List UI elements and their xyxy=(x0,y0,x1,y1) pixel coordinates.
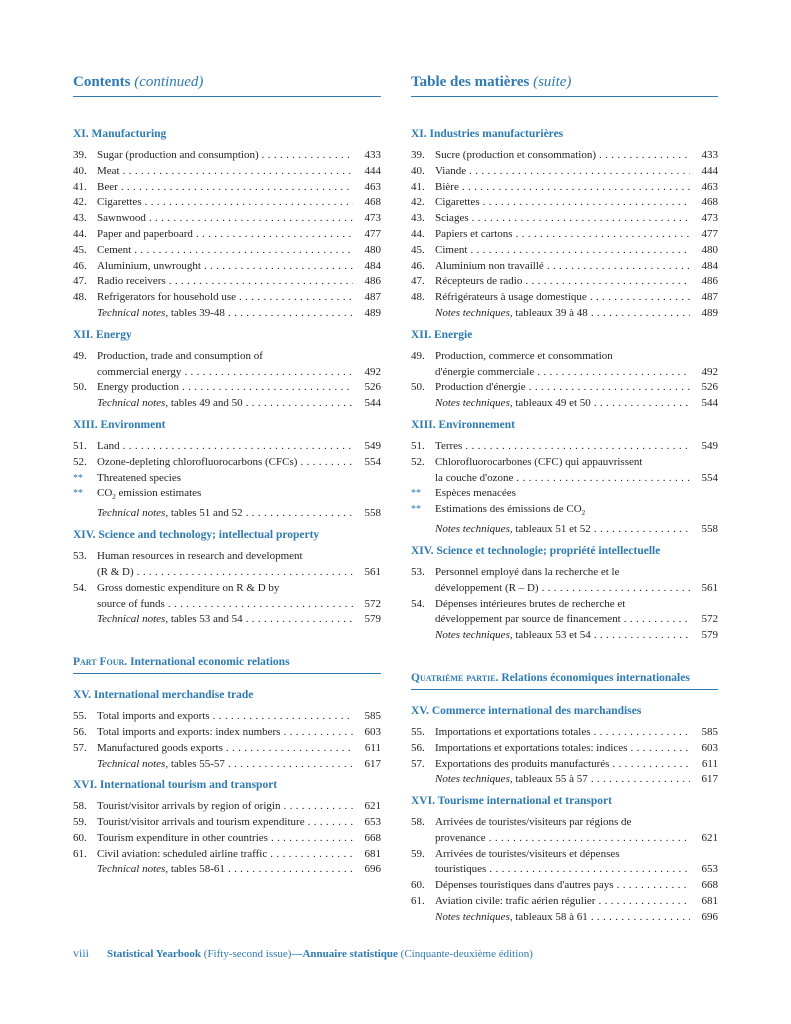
entry-title: Technical notes, tables 49 and 50 . . . xyxy=(97,396,353,412)
entry-title: Réfrigérateurs à usage domestique . . . xyxy=(435,290,690,306)
contents-title xyxy=(73,74,381,97)
toc-entry[interactable] xyxy=(411,439,718,455)
entry-page-number: 668 xyxy=(364,831,381,844)
toc-entry[interactable] xyxy=(73,211,381,227)
entry-number: 50. xyxy=(73,381,87,394)
entry-title: Cement . . . xyxy=(97,243,353,259)
entry-page-number: 473 xyxy=(364,212,381,225)
entry-number: 52. xyxy=(73,455,87,468)
entry-title: Aluminium, unwrought . . . xyxy=(97,259,353,275)
entry-number: 50. xyxy=(411,381,425,394)
contents-column-english xyxy=(73,74,381,878)
entry-title: Exportations des produits manufacturés . . . xyxy=(435,757,690,773)
entry-number: 47. xyxy=(411,275,425,288)
toc-entry[interactable] xyxy=(411,396,718,412)
entry-page-number: 480 xyxy=(364,243,381,256)
section-heading: XVI. Tourisme international et transport xyxy=(411,795,612,808)
toc-entry[interactable] xyxy=(73,815,381,831)
entry-title: Aviation civile: trafic aérien régulier . . . xyxy=(435,894,690,910)
entry-number: 45. xyxy=(73,243,87,256)
entry-title: Land . . . xyxy=(97,439,353,455)
entry-title: Espèces menacées xyxy=(435,487,516,500)
entry-page-number: 477 xyxy=(364,227,381,240)
entry-title: Cigarettes . . . xyxy=(435,195,690,211)
entry-number: 48. xyxy=(411,291,425,304)
section-list-quatrieme-partie xyxy=(411,704,718,926)
entry-number: 59. xyxy=(411,847,425,860)
toc-entry[interactable] xyxy=(73,757,381,773)
entry-page-number: 463 xyxy=(701,180,718,193)
entry-number: 40. xyxy=(73,164,87,177)
toc-entry[interactable] xyxy=(73,471,381,487)
contents-column-french xyxy=(411,74,718,926)
entry-page-number: 549 xyxy=(364,439,381,452)
entry-number: 56. xyxy=(411,741,425,754)
toc-entry[interactable] xyxy=(411,910,718,926)
toc-entry[interactable] xyxy=(411,349,718,381)
footer-issue-en: (Fifty-second issue) xyxy=(201,948,292,960)
entry-number: ** xyxy=(73,472,83,484)
entry-page-number: 579 xyxy=(364,613,381,626)
entry-title: Technical notes, tables 39-48 . . . xyxy=(97,306,353,322)
toc-entry[interactable] xyxy=(73,396,381,412)
toc-entry[interactable] xyxy=(73,274,381,290)
entry-number: 49. xyxy=(411,349,425,362)
toc-entry[interactable] xyxy=(411,565,718,597)
toc-entry[interactable] xyxy=(73,439,381,455)
entry-page-number: 603 xyxy=(364,725,381,738)
entry-number: 56. xyxy=(73,725,87,738)
entry-page-number: 489 xyxy=(701,306,718,319)
entry-title: Technical notes, tables 53 and 54 . . . xyxy=(97,612,353,628)
entry-title: Technical notes, tables 58-61 . . . xyxy=(97,862,353,878)
entry-page-number: 486 xyxy=(701,275,718,288)
entry-page-number: 617 xyxy=(364,757,381,770)
entry-title: Meat . . . xyxy=(97,164,353,180)
entry-number: 44. xyxy=(411,227,425,240)
entry-page-number: 653 xyxy=(701,863,718,876)
entry-number: 57. xyxy=(73,741,87,754)
entry-number: 44. xyxy=(73,227,87,240)
entry-title: Arrivées de touristes/visiteurs par régions de xyxy=(435,816,632,829)
entry-title: Récepteurs de radio . . . xyxy=(435,274,690,290)
entry-number: 58. xyxy=(73,800,87,813)
entry-title: Tourist/visitor arrivals by region of origin . . . xyxy=(97,799,353,815)
table-des-matieres-title xyxy=(411,74,718,97)
footer-title-en: Statistical Yearbook xyxy=(107,948,202,960)
entry-number: 59. xyxy=(73,816,87,829)
section-heading: XVI. International tourism and transport xyxy=(73,779,278,792)
entry-number: 49. xyxy=(73,349,87,362)
entry-title: Viande . . . xyxy=(435,164,690,180)
entry-number: 54. xyxy=(73,581,87,594)
entry-title: Tourism expenditure in other countries . . . xyxy=(97,831,353,847)
page-number: viii xyxy=(73,946,90,960)
toc-entry[interactable] xyxy=(73,847,381,863)
entry-page-number: 668 xyxy=(701,879,718,892)
entry-page-number: 444 xyxy=(364,164,381,177)
entry-page-number: 433 xyxy=(364,149,381,161)
entry-page-number: 653 xyxy=(364,816,381,829)
toc-entry[interactable] xyxy=(73,725,381,741)
entry-title: Aluminium non travaillé . . . xyxy=(435,259,690,275)
entry-title: Production d'énergie . . . xyxy=(435,380,690,396)
entry-page-number: 489 xyxy=(364,306,381,319)
toc-entry[interactable] xyxy=(73,455,381,471)
section-list xyxy=(411,127,718,644)
entry-page-number: 611 xyxy=(701,757,718,770)
entry-title: Manufactured goods exports . . . xyxy=(97,741,353,757)
toc-entry[interactable] xyxy=(73,709,381,725)
footer-issue-fr: (Cinquante-deuxième édition) xyxy=(397,948,533,960)
toc-entry[interactable] xyxy=(73,148,381,164)
entry-title: Importations et exportations totales . . . xyxy=(435,725,690,741)
section-heading: XIV. Science et technologie; propriété intellectuelle xyxy=(411,544,661,557)
entry-title: Cigarettes . . . xyxy=(97,195,353,211)
entry-page-number: 526 xyxy=(701,381,718,394)
toc-entry[interactable] xyxy=(73,243,381,259)
toc-entry[interactable] xyxy=(411,894,718,910)
entry-page-number: 585 xyxy=(364,710,381,723)
entry-page-number: 468 xyxy=(701,196,718,209)
toc-entry[interactable] xyxy=(411,455,718,487)
entry-title: développement par source de financement . . . xyxy=(435,612,690,628)
section-heading: XIV. Science and technology; intellectual property xyxy=(73,529,320,542)
entry-page-number: 468 xyxy=(364,196,381,209)
entry-number: 60. xyxy=(73,831,87,844)
section-heading: XV. Commerce international des marchandises xyxy=(411,704,642,717)
toc-entry[interactable] xyxy=(73,612,381,628)
entry-title: Bière . . . xyxy=(435,180,690,196)
entry-page-number: 477 xyxy=(701,227,718,240)
toc-entry[interactable] xyxy=(411,243,718,259)
toc-entry[interactable] xyxy=(411,164,718,180)
toc-entry[interactable] xyxy=(411,597,718,629)
section-heading: XV. International merchandise trade xyxy=(73,689,254,702)
entry-number: 55. xyxy=(73,710,87,723)
entry-number: 61. xyxy=(73,847,87,860)
entry-page-number: 561 xyxy=(364,565,381,578)
entry-title: Sciages . . . xyxy=(435,211,690,227)
entry-number: 51. xyxy=(411,439,425,452)
entry-title: Tourist/visitor arrivals and tourism expenditure . . . xyxy=(97,815,353,831)
quatrieme-partie-label: Quatrième partie. xyxy=(411,671,499,684)
entry-title: Gross domestic expenditure on R & D by xyxy=(97,581,280,594)
entry-number: ** xyxy=(411,488,421,500)
entry-title: d'énergie commerciale . . . xyxy=(435,365,690,381)
entry-title: Ciment . . . xyxy=(435,243,690,259)
entry-number: 46. xyxy=(73,259,87,272)
toc-entry[interactable] xyxy=(411,522,718,538)
entry-title: Papiers et cartons . . . xyxy=(435,227,690,243)
entry-number: 45. xyxy=(411,243,425,256)
entry-page-number: 544 xyxy=(364,397,381,410)
entry-number: 41. xyxy=(73,180,87,193)
entry-number: ** xyxy=(411,504,421,516)
entry-number: 57. xyxy=(411,757,425,770)
entry-title: Paper and paperboard . . . xyxy=(97,227,353,243)
toc-entry[interactable] xyxy=(411,502,718,522)
entry-title: Sucre (production et consommation) . . . xyxy=(435,148,690,164)
toc-entry[interactable] xyxy=(411,211,718,227)
entry-page-number: 681 xyxy=(364,847,381,860)
toc-entry[interactable] xyxy=(73,380,381,396)
entry-page-number: 480 xyxy=(701,243,718,256)
entry-number: 47. xyxy=(73,275,87,288)
toc-entry[interactable] xyxy=(411,878,718,894)
entry-title: touristiques . . . xyxy=(435,862,690,878)
toc-entry[interactable] xyxy=(411,259,718,275)
footer-dash: — xyxy=(291,948,303,960)
entry-page-number: 579 xyxy=(701,629,718,642)
entry-page-number: 473 xyxy=(701,212,718,225)
entry-number: 58. xyxy=(411,816,425,829)
toc-entry[interactable] xyxy=(73,164,381,180)
entry-title: Sawnwood . . . xyxy=(97,211,353,227)
contents-title-sub: (continued) xyxy=(134,74,204,90)
toc-entry[interactable] xyxy=(411,847,718,879)
entry-title: Refrigerators for household use . . . xyxy=(97,290,353,306)
entry-page-number: 696 xyxy=(701,910,718,923)
entry-page-number: 617 xyxy=(701,773,718,786)
entry-number: 43. xyxy=(73,212,87,225)
entry-title: Beer . . . xyxy=(97,180,353,196)
entry-page-number: 558 xyxy=(364,507,381,520)
entry-number: 52. xyxy=(411,455,425,468)
section-list-part-four xyxy=(73,688,381,878)
entry-number: 53. xyxy=(73,550,87,563)
entry-number: 48. xyxy=(73,291,87,304)
entry-number: 39. xyxy=(411,149,425,161)
entry-page-number: 492 xyxy=(364,365,381,378)
entry-title: développement (R – D) . . . xyxy=(435,581,690,597)
entry-page-number: 492 xyxy=(701,365,718,378)
section-heading: XI. Manufacturing xyxy=(73,128,167,140)
toc-entry[interactable] xyxy=(411,227,718,243)
entry-page-number: 463 xyxy=(364,180,381,193)
toc-entry[interactable] xyxy=(411,815,718,847)
table-des-matieres-title-main: Table des matières xyxy=(411,74,530,90)
entry-number: 51. xyxy=(73,439,87,452)
entry-page-number: 621 xyxy=(364,800,381,813)
entry-title: Technical notes, tables 51 and 52 . . . xyxy=(97,506,353,522)
toc-entry[interactable] xyxy=(73,506,381,522)
entry-number: 46. xyxy=(411,259,425,272)
entry-title: Notes techniques, tableaux 51 et 52 . . . xyxy=(435,522,690,538)
table-des-matieres-title-sub: (suite) xyxy=(533,74,572,90)
entry-title: la couche d'ozone . . . xyxy=(435,471,690,487)
section-heading: XII. Energie xyxy=(411,328,473,341)
toc-entry[interactable] xyxy=(411,306,718,322)
toc-entry[interactable] xyxy=(411,180,718,196)
entry-title: provenance . . . xyxy=(435,831,690,847)
entry-title: Notes techniques, tableaux 55 à 57 . . . xyxy=(435,772,690,788)
entry-page-number: 444 xyxy=(701,164,718,177)
toc-entry[interactable] xyxy=(73,741,381,757)
entry-title: $CO_2$ emission estimates xyxy=(97,487,202,502)
entry-title: Production, trade and consumption of xyxy=(97,349,263,362)
toc-entry[interactable] xyxy=(411,628,718,644)
entry-page-number: 554 xyxy=(701,471,718,484)
entry-page-number: 621 xyxy=(701,831,718,844)
quatrieme-partie-heading xyxy=(411,670,718,690)
entry-page-number: 554 xyxy=(364,455,381,468)
contents-title-main: Contents xyxy=(73,74,131,90)
entry-page-number: 572 xyxy=(364,597,381,610)
entry-title: Notes techniques, tableaux 53 et 54 . . . xyxy=(435,628,690,644)
entry-page-number: 611 xyxy=(364,741,381,754)
entry-page-number: 696 xyxy=(364,863,381,876)
entry-number: 42. xyxy=(73,196,87,209)
entry-page-number: 526 xyxy=(364,381,381,394)
toc-entry[interactable] xyxy=(73,195,381,211)
section-heading: XIII. Environment xyxy=(73,418,166,431)
section-heading: XI. Industries manufacturières xyxy=(411,128,564,140)
entry-number: 55. xyxy=(411,725,425,738)
entry-title: Total imports and exports . . . xyxy=(97,709,353,725)
entry-page-number: 487 xyxy=(701,291,718,304)
entry-title: Notes techniques, tableaux 39 à 48 . . . xyxy=(435,306,690,322)
toc-entry[interactable] xyxy=(411,772,718,788)
toc-entry[interactable] xyxy=(411,195,718,211)
entry-page-number: 558 xyxy=(701,523,718,536)
entry-number: ** xyxy=(73,488,83,500)
entry-title: Technical notes, tables 55-57 . . . xyxy=(97,757,353,773)
toc-entry[interactable] xyxy=(73,306,381,322)
entry-number: 53. xyxy=(411,565,425,578)
toc-entry[interactable] xyxy=(73,227,381,243)
toc-entry[interactable] xyxy=(73,799,381,815)
entry-title: Radio receivers . . . xyxy=(97,274,353,290)
toc-entry[interactable] xyxy=(411,725,718,741)
toc-entry[interactable] xyxy=(73,486,381,506)
part-four-heading xyxy=(73,654,381,674)
toc-entry[interactable] xyxy=(73,290,381,306)
section-heading: XIII. Environnement xyxy=(411,418,515,431)
entry-title: Dépenses intérieures brutes de recherche et xyxy=(435,597,626,610)
toc-entry[interactable] xyxy=(411,274,718,290)
quatrieme-partie-title: Relations économiques internationales xyxy=(498,671,690,684)
entry-page-number: 681 xyxy=(701,895,718,908)
entry-page-number: 433 xyxy=(701,149,718,161)
entry-title: Threatened species xyxy=(97,471,181,484)
toc-entry[interactable] xyxy=(73,581,381,613)
entry-title: Total imports and exports: index numbers . . . xyxy=(97,725,353,741)
entry-page-number: 572 xyxy=(701,613,718,626)
entry-page-number: 487 xyxy=(364,291,381,304)
toc-entry[interactable] xyxy=(73,259,381,275)
entry-page-number: 486 xyxy=(364,275,381,288)
entry-title: Chlorofluorocarbones (CFC) qui appauvrissent xyxy=(435,455,643,468)
toc-entry[interactable] xyxy=(73,862,381,878)
entry-page-number: 484 xyxy=(701,259,718,272)
entry-title: Dépenses touristiques dans d'autres pays . . . xyxy=(435,878,690,894)
entry-page-number: 585 xyxy=(701,725,718,738)
entry-title: Notes techniques, tableaux 58 à 61 . . . xyxy=(435,910,690,926)
entry-number: 60. xyxy=(411,879,425,892)
entry-page-number: 544 xyxy=(701,397,718,410)
entry-title: Civil aviation: scheduled airline traffic . . . xyxy=(97,847,353,863)
footer-title-fr: Annuaire statistique xyxy=(302,948,398,960)
section-heading: XII. Energy xyxy=(73,328,132,341)
entry-title: Notes techniques, tableaux 49 et 50 . . . xyxy=(435,396,690,412)
toc-entry[interactable] xyxy=(411,741,718,757)
entry-page-number: 549 xyxy=(701,439,718,452)
toc-entry[interactable] xyxy=(411,757,718,773)
entry-title: Personnel employé dans la recherche et le xyxy=(435,565,620,578)
toc-entry[interactable] xyxy=(73,549,381,581)
entry-number: 39. xyxy=(73,149,87,161)
entry-title: Estimations des émissions de $CO_2$ xyxy=(435,503,586,518)
toc-entry[interactable] xyxy=(411,380,718,396)
entry-title: commercial energy . . . xyxy=(97,365,353,381)
toc-entry[interactable] xyxy=(411,486,718,502)
toc-entry[interactable] xyxy=(73,349,381,381)
entry-title: Sugar (production and consumption) . . . xyxy=(97,148,353,164)
entry-title: Arrivées de touristes/visiteurs et dépenses xyxy=(435,847,620,860)
entry-page-number: 603 xyxy=(701,741,718,754)
entry-title: Importations et exportations totales: indices . . . xyxy=(435,741,690,757)
entry-page-number: 561 xyxy=(701,581,718,594)
entry-title: Human resources in research and development xyxy=(97,550,303,563)
entry-page-number: 484 xyxy=(364,259,381,272)
section-list xyxy=(73,127,381,628)
entry-number: 61. xyxy=(411,895,425,908)
toc-entry[interactable] xyxy=(73,831,381,847)
page-footer xyxy=(73,946,533,961)
entry-title: source of funds . . . xyxy=(97,597,353,613)
entry-title: Terres . . . xyxy=(435,439,690,455)
entry-title: Production, commerce et consommation xyxy=(435,349,613,362)
entry-number: 54. xyxy=(411,597,425,610)
toc-entry[interactable] xyxy=(73,180,381,196)
entry-number: 40. xyxy=(411,164,425,177)
toc-entry[interactable] xyxy=(411,148,718,164)
entry-title: Ozone-depleting chlorofluorocarbons (CFCs) . . . xyxy=(97,455,353,471)
toc-entry[interactable] xyxy=(411,290,718,306)
entry-title: (R & D) . . . xyxy=(97,565,353,581)
entry-number: 43. xyxy=(411,212,425,225)
part-four-title: International economic relations xyxy=(127,656,290,669)
entry-title: Energy production . . . xyxy=(97,380,353,396)
entry-number: 42. xyxy=(411,196,425,209)
part-four-label: Part Four. xyxy=(73,656,128,669)
entry-number: 41. xyxy=(411,180,425,193)
